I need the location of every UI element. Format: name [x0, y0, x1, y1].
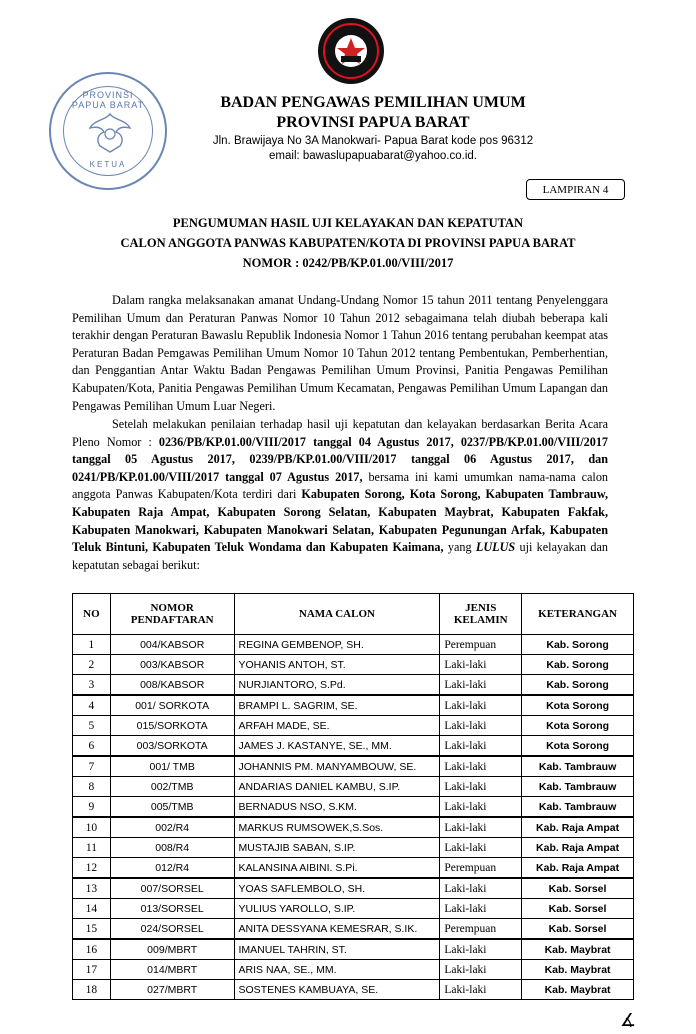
cell-keterangan: Kab. Sorong — [522, 635, 634, 655]
table-row — [73, 675, 634, 696]
cell-keterangan: Kab. Sorsel — [522, 919, 634, 940]
cell-nomor: 003/KABSOR — [110, 655, 234, 675]
cell-nama: YULIUS YAROLLO, S.IP. — [234, 899, 440, 919]
paragraph-intro: Dalam rangka melaksanakan amanat Undang-Undang Nomor 15 tahun 2011 tentang Penyelenggara Pemilihan Umum dan Peraturan Panwas Nomor 10 Tahun 2012 sebagaimana telah diubah beberapa kali terakhir dengan Peraturan Bawaslu Republik Indonesia Nomor 1 Tahun 2016 tentang perubahan keempat atas Peraturan Badan Pemgawas Pemilihan Umum Nomor 10 Tahun 2012 tentang Pembentukan, Pemberhentian, dan Penggantian Antar Waktu Badan Pengawas Pemilihan Umum Provinsi, Panitia Pengawas Pemilihan Kabupaten/Kota, Panitia Pengawas Pemilihan Umum Kecamatan, Pengawas Pemilihan Umum Lapangan dan Pengawas Pemilihan Umum Luar Negeri. — [72, 293, 608, 413]
cell-no: 6 — [73, 736, 111, 757]
cell-no: 10 — [73, 817, 111, 838]
cell-jenis-kelamin: Perempuan — [440, 635, 522, 655]
title-line-1: PENGUMUMAN HASIL UJI KELAYAKAN DAN KEPATUTAN — [172, 216, 524, 230]
table-body — [73, 635, 634, 1000]
cell-no: 9 — [73, 797, 111, 818]
cell-nomor: 002/TMB — [110, 777, 234, 797]
cell-nomor: 002/R4 — [110, 817, 234, 838]
cell-jenis-kelamin: Laki-laki — [440, 939, 522, 960]
eagle-seal-icon — [86, 110, 134, 156]
cell-nomor: 004/KABSOR — [110, 635, 234, 655]
header-jenis-kelamin: JENIS KELAMIN — [440, 594, 522, 635]
cell-keterangan: Kab. Maybrat — [522, 939, 634, 960]
cell-nomor: 007/SORSEL — [110, 878, 234, 899]
paragraph-text: uji kelayakan dan kepatutan sebagai berikut: — [72, 540, 608, 572]
table-row — [73, 980, 634, 1000]
table-row — [73, 655, 634, 675]
cell-nama: YOAS SAFLEMBOLO, SH. — [234, 878, 440, 899]
table-row — [73, 777, 634, 797]
paragraph-text: Setelah melakukan penilaian terhadap hasil uji kepatutan dan kelayakan berdasarkan Berita Acara Pleno Nomor : — [72, 417, 608, 449]
cell-jenis-kelamin: Laki-laki — [440, 980, 522, 1000]
cell-no: 1 — [73, 635, 111, 655]
cell-nomor: 014/MBRT — [110, 960, 234, 980]
cell-nama: SOSTENES KAMBUAYA, SE. — [234, 980, 440, 1000]
org-name: BADAN PENGAWAS PEMILIHAN UMUM — [220, 94, 526, 111]
corner-mark: ∡ — [620, 1010, 637, 1030]
cell-nama: JAMES J. KASTANYE, SE., MM. — [234, 736, 440, 757]
cell-nama: IMANUEL TAHRIN, ST. — [234, 939, 440, 960]
cell-jenis-kelamin: Laki-laki — [440, 838, 522, 858]
cell-nama: ARFAH MADE, SE. — [234, 716, 440, 736]
regency-list: Kabupaten Sorong, Kota Sorong, Kabupaten Tambrauw, Kabupaten Raja Ampat, Kabupaten Sorong Selatan, Kabupaten Maybrat, Kabupaten Fakfak, Kabupaten Manokwari, Kabupaten Manokwari Selatan, Kabupaten Pegunungan Arfak, Kabupaten Teluk Bintuni, Kabupaten Teluk Wondama dan Kabupaten Kaimana, — [72, 487, 608, 555]
cell-nama: BRAMPI L. SAGRIM, SE. — [234, 695, 440, 716]
cell-keterangan: Kota Sorong — [522, 716, 634, 736]
cell-jenis-kelamin: Laki-laki — [440, 899, 522, 919]
cell-nomor: 001/ TMB — [110, 756, 234, 777]
cell-nomor: 027/MBRT — [110, 980, 234, 1000]
cell-nomor: 009/MBRT — [110, 939, 234, 960]
cell-nama: ANITA DESSYANA KEMESRAR, S.IK. — [234, 919, 440, 940]
cell-nomor: 003/SORKOTA — [110, 736, 234, 757]
table-header-row — [73, 594, 634, 635]
cell-nomor: 013/SORSEL — [110, 899, 234, 919]
table-row — [73, 635, 634, 655]
cell-jenis-kelamin: Laki-laki — [440, 878, 522, 899]
cell-nomor: 001/ SORKOTA — [110, 695, 234, 716]
cell-keterangan: Kab. Sorsel — [522, 878, 634, 899]
table-row — [73, 899, 634, 919]
cell-no: 8 — [73, 777, 111, 797]
cell-nama: REGINA GEMBENOP, SH. — [234, 635, 440, 655]
header-nama-calon: NAMA CALON — [234, 594, 440, 635]
cell-nomor: 015/SORKOTA — [110, 716, 234, 736]
title-line-2: CALON ANGGOTA PANWAS KABUPATEN/KOTA DI PROVINSI PAPUA BARAT — [120, 236, 576, 250]
cell-nama: MUSTAJIB SABAN, S.IP. — [234, 838, 440, 858]
address: Jln. Brawijaya No 3A Manokwari- Papua Barat kode pos 96312 — [212, 135, 534, 147]
cell-jenis-kelamin: Laki-laki — [440, 736, 522, 757]
cell-jenis-kelamin: Laki-laki — [440, 675, 522, 696]
cell-no: 12 — [73, 858, 111, 879]
cell-keterangan: Kab. Raja Ampat — [522, 858, 634, 879]
cell-keterangan: Kab. Sorong — [522, 655, 634, 675]
cell-nomor: 024/SORSEL — [110, 919, 234, 940]
cell-jenis-kelamin: Laki-laki — [440, 777, 522, 797]
cell-no: 2 — [73, 655, 111, 675]
cell-no: 13 — [73, 878, 111, 899]
cell-no: 4 — [73, 695, 111, 716]
cell-no: 7 — [73, 756, 111, 777]
cell-no: 3 — [73, 675, 111, 696]
cell-nama: ANDARIAS DANIEL KAMBU, S.IP. — [234, 777, 440, 797]
cell-jenis-kelamin: Laki-laki — [440, 716, 522, 736]
cell-jenis-kelamin: Perempuan — [440, 919, 522, 940]
cell-jenis-kelamin: Laki-laki — [440, 960, 522, 980]
cell-keterangan: Kab. Tambrauw — [522, 777, 634, 797]
table-row — [73, 919, 634, 940]
cell-keterangan: Kab. Tambrauw — [522, 797, 634, 818]
cell-jenis-kelamin: Laki-laki — [440, 756, 522, 777]
table-row — [73, 797, 634, 818]
cell-jenis-kelamin: Laki-laki — [440, 797, 522, 818]
table-row — [73, 838, 634, 858]
email: email: bawaslupapuabarat@yahoo.co.id. — [269, 150, 477, 162]
cell-keterangan: Kab. Raja Ampat — [522, 817, 634, 838]
lampiran-box: LAMPIRAN 4 — [526, 179, 625, 200]
table-row — [73, 716, 634, 736]
cell-jenis-kelamin: Laki-laki — [440, 695, 522, 716]
cell-no: 16 — [73, 939, 111, 960]
table-row — [73, 817, 634, 838]
table-row — [73, 736, 634, 757]
table-row — [73, 939, 634, 960]
cell-nama: NURJIANTORO, S.Pd. — [234, 675, 440, 696]
cell-nomor: 012/R4 — [110, 858, 234, 879]
table-row — [73, 878, 634, 899]
cell-nama: YOHANIS ANTOH, ST. — [234, 655, 440, 675]
cell-keterangan: Kota Sorong — [522, 695, 634, 716]
paragraph-text: bersama ini kami umumkan nama-nama calon anggota Panwas Kabupaten/Kota terdiri dari — [72, 469, 609, 502]
cell-keterangan: Kab. Tambrauw — [522, 756, 634, 777]
cell-keterangan: Kab. Sorong — [522, 675, 634, 696]
title-number: NOMOR : 0242/PB/KP.01.00/VIII/2017 — [242, 256, 454, 270]
table-row — [73, 695, 634, 716]
lulus-word: LULUS — [475, 540, 516, 555]
cell-no: 14 — [73, 899, 111, 919]
header-no: NO — [73, 594, 111, 635]
cell-no: 17 — [73, 960, 111, 980]
cell-keterangan: Kab. Sorsel — [522, 899, 634, 919]
cell-jenis-kelamin: Laki-laki — [440, 817, 522, 838]
cell-keterangan: Kab. Raja Ampat — [522, 838, 634, 858]
cell-no: 11 — [73, 838, 111, 858]
plenary-numbers: 0236/PB/KP.01.00/VIII/2017 tanggal 04 Agustus 2017, 0237/PB/KP.01.00/VIII/2017 tanggal 05 Agustus 2017, 0239/PB/KP.01.00/VIII/2017 tanggal 06 Agustus 2017, dan 0241/PB/KP.01.00/VIII/2017 tanggal 07 Agustus 2017, — [72, 434, 609, 484]
table-row — [73, 858, 634, 879]
cell-nama: KALANSINA AIBINI. S.Pi. — [234, 858, 440, 879]
paragraph-text: yang — [447, 540, 472, 555]
seal-top-text: PROVINSI PAPUA BARAT — [71, 90, 145, 110]
cell-nama: BERNADUS NSO, S.KM. — [234, 797, 440, 818]
cell-nomor: 008/KABSOR — [110, 675, 234, 696]
seal-bottom-text: KETUA — [89, 160, 127, 169]
cell-no: 5 — [73, 716, 111, 736]
cell-nomor: 005/TMB — [110, 797, 234, 818]
table-row — [73, 756, 634, 777]
header-nomor-pendaftaran: NOMOR PENDAFTARAN — [110, 594, 234, 635]
table-row — [73, 960, 634, 980]
cell-keterangan: Kab. Maybrat — [522, 980, 634, 1000]
cell-nama: MARKUS RUMSOWEK,S.Sos. — [234, 817, 440, 838]
candidates-table — [72, 593, 634, 1000]
cell-keterangan: Kab. Maybrat — [522, 960, 634, 980]
cell-jenis-kelamin: Laki-laki — [440, 655, 522, 675]
header-keterangan: KETERANGAN — [522, 594, 634, 635]
paragraph-announcement — [72, 416, 608, 574]
cell-no: 18 — [73, 980, 111, 1000]
cell-jenis-kelamin: Perempuan — [440, 858, 522, 879]
cell-no: 15 — [73, 919, 111, 940]
cell-nomor: 008/R4 — [110, 838, 234, 858]
province-name: PROVINSI PAPUA BARAT — [276, 114, 470, 131]
cell-nama: ARIS NAA, SE., MM. — [234, 960, 440, 980]
bawaslu-logo-icon — [318, 18, 384, 84]
cell-keterangan: Kota Sorong — [522, 736, 634, 757]
cell-nama: JOHANNIS PM. MANYAMBOUW, SE. — [234, 756, 440, 777]
